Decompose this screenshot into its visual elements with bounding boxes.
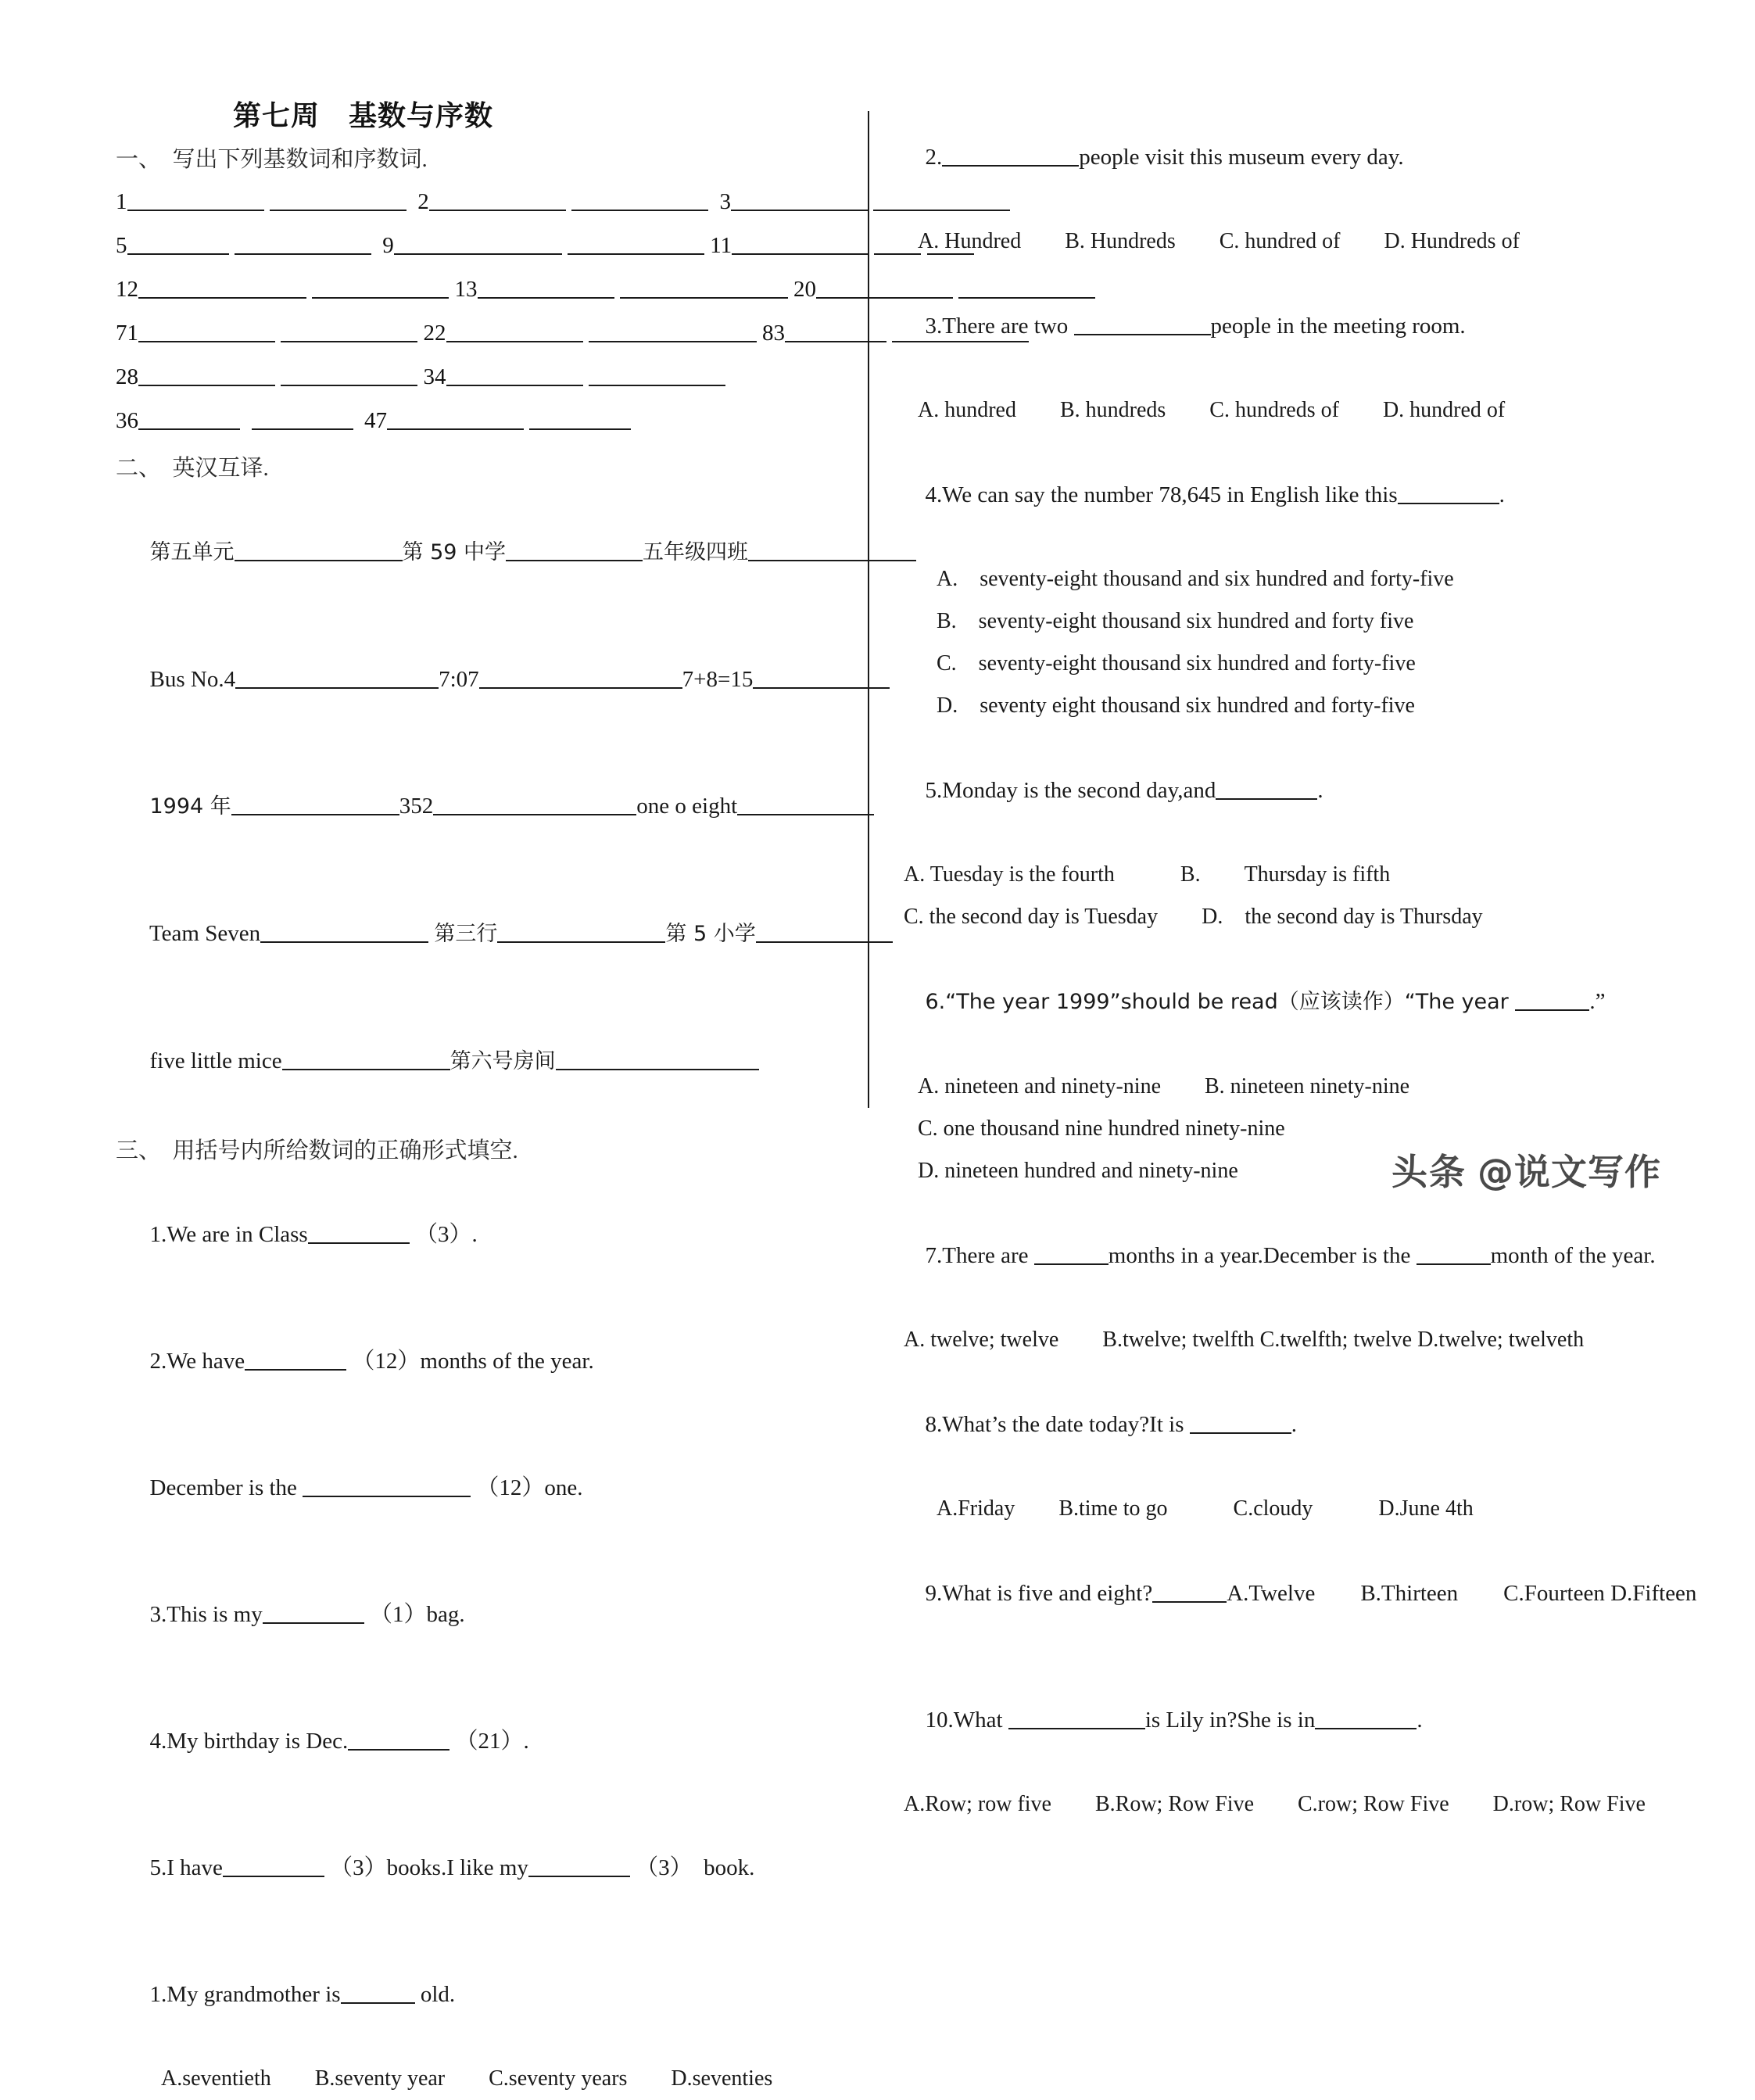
question-text: .” (1589, 989, 1606, 1014)
answer-blank[interactable] (138, 278, 306, 299)
answer-blank[interactable] (235, 235, 371, 255)
answer-blank[interactable] (341, 1984, 415, 2004)
question-number: 7.There are (925, 1243, 1034, 1268)
option-list[interactable]: D. seventy eight thousand six hundred and forty-five (937, 693, 1415, 718)
option-list[interactable]: A.Friday B.time to go C.cloudy D.June 4th (937, 1496, 1474, 1521)
answer-blank[interactable] (235, 668, 439, 689)
option-list[interactable]: A. hundred B. hundreds C. hundreds of D. hundred of (918, 398, 1506, 422)
number-row (116, 267, 866, 311)
answer-blank[interactable] (245, 1350, 346, 1371)
option-list[interactable]: C. the second day is Tuesday D. the second day is Thursday (904, 905, 1483, 929)
number-label: 11 (710, 233, 732, 258)
answer-blank[interactable] (589, 366, 725, 386)
answer-blank[interactable] (1417, 1245, 1491, 1265)
answer-blank[interactable] (303, 1477, 471, 1497)
answer-blank[interactable] (568, 235, 704, 255)
answer-blank[interactable] (571, 191, 708, 211)
mc-question-stem (891, 94, 1657, 220)
number-row (116, 399, 866, 443)
translation-row (116, 743, 866, 870)
section-3-heading: 三、 用括号内所给数词的正确形式填空. (116, 1138, 518, 1163)
translation-prompt: 第 59 中学 (402, 540, 507, 564)
option-list[interactable]: C. one thousand nine hundred ninety-nine (918, 1116, 1285, 1141)
answer-blank[interactable] (281, 366, 417, 386)
answer-blank[interactable] (235, 541, 403, 561)
fill-question (116, 1298, 866, 1424)
question-number: 5.Monday is the second day,and (925, 778, 1216, 803)
option-list[interactable]: D. nineteen hundred and ninety-nine (918, 1159, 1238, 1183)
answer-blank[interactable] (260, 923, 428, 943)
number-row (116, 311, 866, 355)
answer-blank[interactable] (394, 235, 562, 255)
question-tail: （12）months of the year. (352, 1349, 594, 1374)
number-label: 3 (719, 189, 731, 214)
question-number: 10.What (925, 1708, 1008, 1733)
question-text: month of the year. (1490, 1243, 1656, 1268)
answer-blank[interactable] (138, 410, 240, 430)
question-mid: is Lily in?She is in (1144, 1708, 1316, 1733)
answer-blank[interactable] (556, 1050, 759, 1070)
fill-question (116, 1931, 866, 2058)
option-list[interactable]: A. twelve; twelve B.twelve; twelfth C.twelfth; twelve D.twelve; twelveth (904, 1328, 1585, 1352)
number-label: 71 (116, 321, 138, 346)
number-label: 20 (793, 277, 816, 302)
answer-blank[interactable] (1152, 1582, 1227, 1603)
number-label: 13 (454, 277, 478, 302)
question-text: people visit this museum every day. (1079, 145, 1404, 170)
option-list[interactable]: A. Hundred B. Hundreds C. hundred of D. Hundreds of (918, 229, 1520, 253)
answer-blank[interactable] (252, 410, 353, 430)
mc-question-stem (891, 938, 1657, 1066)
fill-question (116, 1424, 866, 1551)
translation-prompt: Bus No.4 (149, 667, 236, 692)
question-number: 6.“The year 1999”should be read（应该读作）“The year (925, 990, 1516, 1014)
answer-blank[interactable] (753, 668, 890, 689)
answer-blank[interactable] (506, 541, 643, 561)
answer-blank[interactable] (1515, 991, 1589, 1011)
translation-row (116, 616, 866, 743)
question-tail: （12）one. (476, 1475, 583, 1500)
answer-blank[interactable] (1216, 779, 1317, 800)
watermark-logo: 头条 (1391, 1151, 1467, 1193)
question-stem: 3.This is my (149, 1602, 263, 1627)
fill-question (116, 1171, 866, 1298)
right-column (891, 94, 1697, 1826)
answer-blank[interactable] (497, 923, 665, 943)
question-mid: （3）books.I like my (330, 1855, 528, 1880)
translation-prompt: Team Seven (149, 921, 261, 946)
translation-prompt: 第六号房间 (449, 1049, 556, 1073)
answer-blank[interactable] (737, 795, 874, 815)
number-row (116, 224, 866, 267)
fill-question (116, 1678, 866, 1804)
number-label: 36 (116, 408, 138, 433)
option-list[interactable]: A.seventieth B.seventy year C.seventy years D.seventies (161, 2066, 773, 2091)
number-label: 22 (423, 321, 446, 346)
answer-blank[interactable] (478, 278, 614, 299)
answer-blank[interactable] (223, 1857, 324, 1877)
answer-blank[interactable] (528, 1857, 630, 1877)
answer-blank[interactable] (282, 1050, 450, 1070)
fill-question (116, 1551, 866, 1678)
question-stem: 1.We are in Class (149, 1222, 308, 1247)
answer-blank[interactable] (138, 322, 275, 342)
translation-prompt: 1994 年 (149, 794, 231, 819)
translation-prompt: 第 5 小学 (665, 922, 756, 946)
answer-blank[interactable] (620, 278, 788, 299)
number-label: 83 (762, 321, 785, 346)
question-number: 3.There are two (925, 314, 1074, 339)
answer-blank[interactable] (281, 322, 417, 342)
answer-blank[interactable] (429, 191, 566, 211)
answer-blank[interactable] (942, 146, 1079, 167)
answer-blank[interactable] (479, 668, 682, 689)
question-stem: 1.My grandmother is (149, 1982, 341, 2007)
watermark (1391, 1144, 1661, 1195)
number-label: 28 (116, 364, 138, 389)
mc-question-stem (891, 1530, 1697, 1657)
option-list[interactable]: A. Tuesday is the fourth B. Thursday is fifth (904, 862, 1391, 887)
answer-blank[interactable] (1315, 1709, 1417, 1729)
number-label: 12 (116, 277, 138, 302)
mc-question-stem (891, 1192, 1657, 1319)
question-stem: 2.We have (149, 1349, 245, 1374)
answer-blank[interactable] (1398, 484, 1499, 504)
question-text: . (1499, 482, 1505, 507)
answer-blank[interactable] (446, 366, 583, 386)
answer-blank[interactable] (263, 1604, 364, 1624)
answer-blank[interactable] (731, 191, 868, 211)
mc-question-stem (891, 727, 1657, 854)
question-number: 4.We can say the number 78,645 in English like this (925, 482, 1398, 507)
question-number: 9.What is five and eight? (925, 1581, 1153, 1606)
option-list[interactable]: A. seventy-eight thousand and six hundred and forty-five (937, 567, 1454, 591)
question-text[interactable]: A.Twelve B.Thirteen C.Fourteen D.Fifteen (1227, 1581, 1697, 1606)
question-text: people in the meeting room. (1210, 314, 1466, 339)
left-column (116, 94, 866, 2100)
translation-prompt: one o eight (636, 794, 738, 819)
number-label: 1 (116, 189, 127, 214)
answer-blank[interactable] (387, 410, 524, 430)
translation-prompt: 7:07 (439, 667, 479, 692)
answer-blank[interactable] (589, 322, 757, 342)
question-number: 8.What’s the date today?It is (925, 1412, 1190, 1437)
translation-prompt: 第五单元 (149, 540, 235, 564)
section-1-heading: 一、 写出下列基数词和序数词. (116, 147, 428, 172)
answer-blank[interactable] (433, 795, 636, 815)
answer-blank[interactable] (529, 410, 631, 430)
translation-prompt: 7+8=15 (682, 667, 754, 692)
number-label: 9 (382, 233, 394, 258)
number-label: 5 (116, 233, 127, 258)
question-text: . (1317, 778, 1323, 803)
option-list[interactable]: A.Row; row five B.Row; Row Five C.row; Row Five D.row; Row Five (904, 1792, 1646, 1816)
translation-prompt: 352 (399, 794, 434, 819)
question-tail: （1）bag. (369, 1602, 465, 1627)
answer-blank[interactable] (308, 1224, 410, 1244)
translation-row (116, 998, 866, 1125)
number-label: 47 (364, 408, 387, 433)
translation-prompt: 五年级四班 (643, 540, 749, 564)
question-text: . (1291, 1412, 1297, 1437)
question-tail: （3） book. (636, 1855, 755, 1880)
section-2-heading: 二、 英汉互译. (116, 456, 269, 481)
mc-question-stem (891, 1361, 1657, 1488)
number-label: 34 (423, 364, 446, 389)
number-row (116, 355, 866, 399)
question-tail: （3）. (414, 1222, 478, 1247)
page-title: 第七周 基数与序数 (233, 100, 494, 132)
question-tail: old. (420, 1982, 456, 2007)
answer-blank[interactable] (312, 278, 449, 299)
translation-prompt: 第三行 (434, 922, 498, 946)
column-divider (868, 111, 869, 1108)
option-list[interactable]: A. nineteen and ninety-nine B. nineteen ninety-nine (918, 1074, 1410, 1098)
translation-prompt: five little mice (149, 1048, 282, 1073)
answer-blank[interactable] (270, 191, 407, 211)
question-stem: December is the (149, 1475, 303, 1500)
question-mid: months in a year.December is the (1108, 1243, 1417, 1268)
answer-blank[interactable] (231, 795, 399, 815)
question-number: 2. (925, 145, 943, 170)
question-stem: 4.My birthday is Dec. (149, 1729, 349, 1754)
number-label: 2 (417, 189, 429, 214)
question-stem: 5.I have (149, 1855, 223, 1880)
fill-question (116, 1804, 866, 1931)
mc-question-stem (891, 432, 1657, 558)
answer-blank[interactable] (127, 235, 229, 255)
answer-blank[interactable] (446, 322, 583, 342)
question-text: . (1417, 1708, 1423, 1733)
answer-blank[interactable] (785, 322, 886, 342)
answer-blank[interactable] (138, 366, 275, 386)
translation-row (116, 489, 866, 616)
mc-question-stem (891, 1657, 1657, 1783)
answer-blank[interactable] (1190, 1414, 1291, 1434)
answer-blank[interactable] (348, 1730, 449, 1751)
answer-blank[interactable] (732, 235, 869, 255)
question-tail: （21）. (455, 1729, 529, 1754)
option-list[interactable]: C. seventy-eight thousand six hundred and forty-five (937, 651, 1416, 676)
answer-blank[interactable] (1034, 1245, 1109, 1265)
answer-blank[interactable] (1074, 315, 1211, 335)
answer-blank[interactable] (756, 923, 893, 943)
translation-row (116, 870, 866, 998)
watermark-handle: @说文写作 (1477, 1151, 1661, 1193)
mc-question-stem (891, 263, 1657, 389)
option-list[interactable]: B. seventy-eight thousand six hundred and forty five (937, 609, 1414, 633)
answer-blank[interactable] (127, 191, 264, 211)
number-row (116, 180, 866, 224)
answer-blank[interactable] (1008, 1709, 1145, 1729)
